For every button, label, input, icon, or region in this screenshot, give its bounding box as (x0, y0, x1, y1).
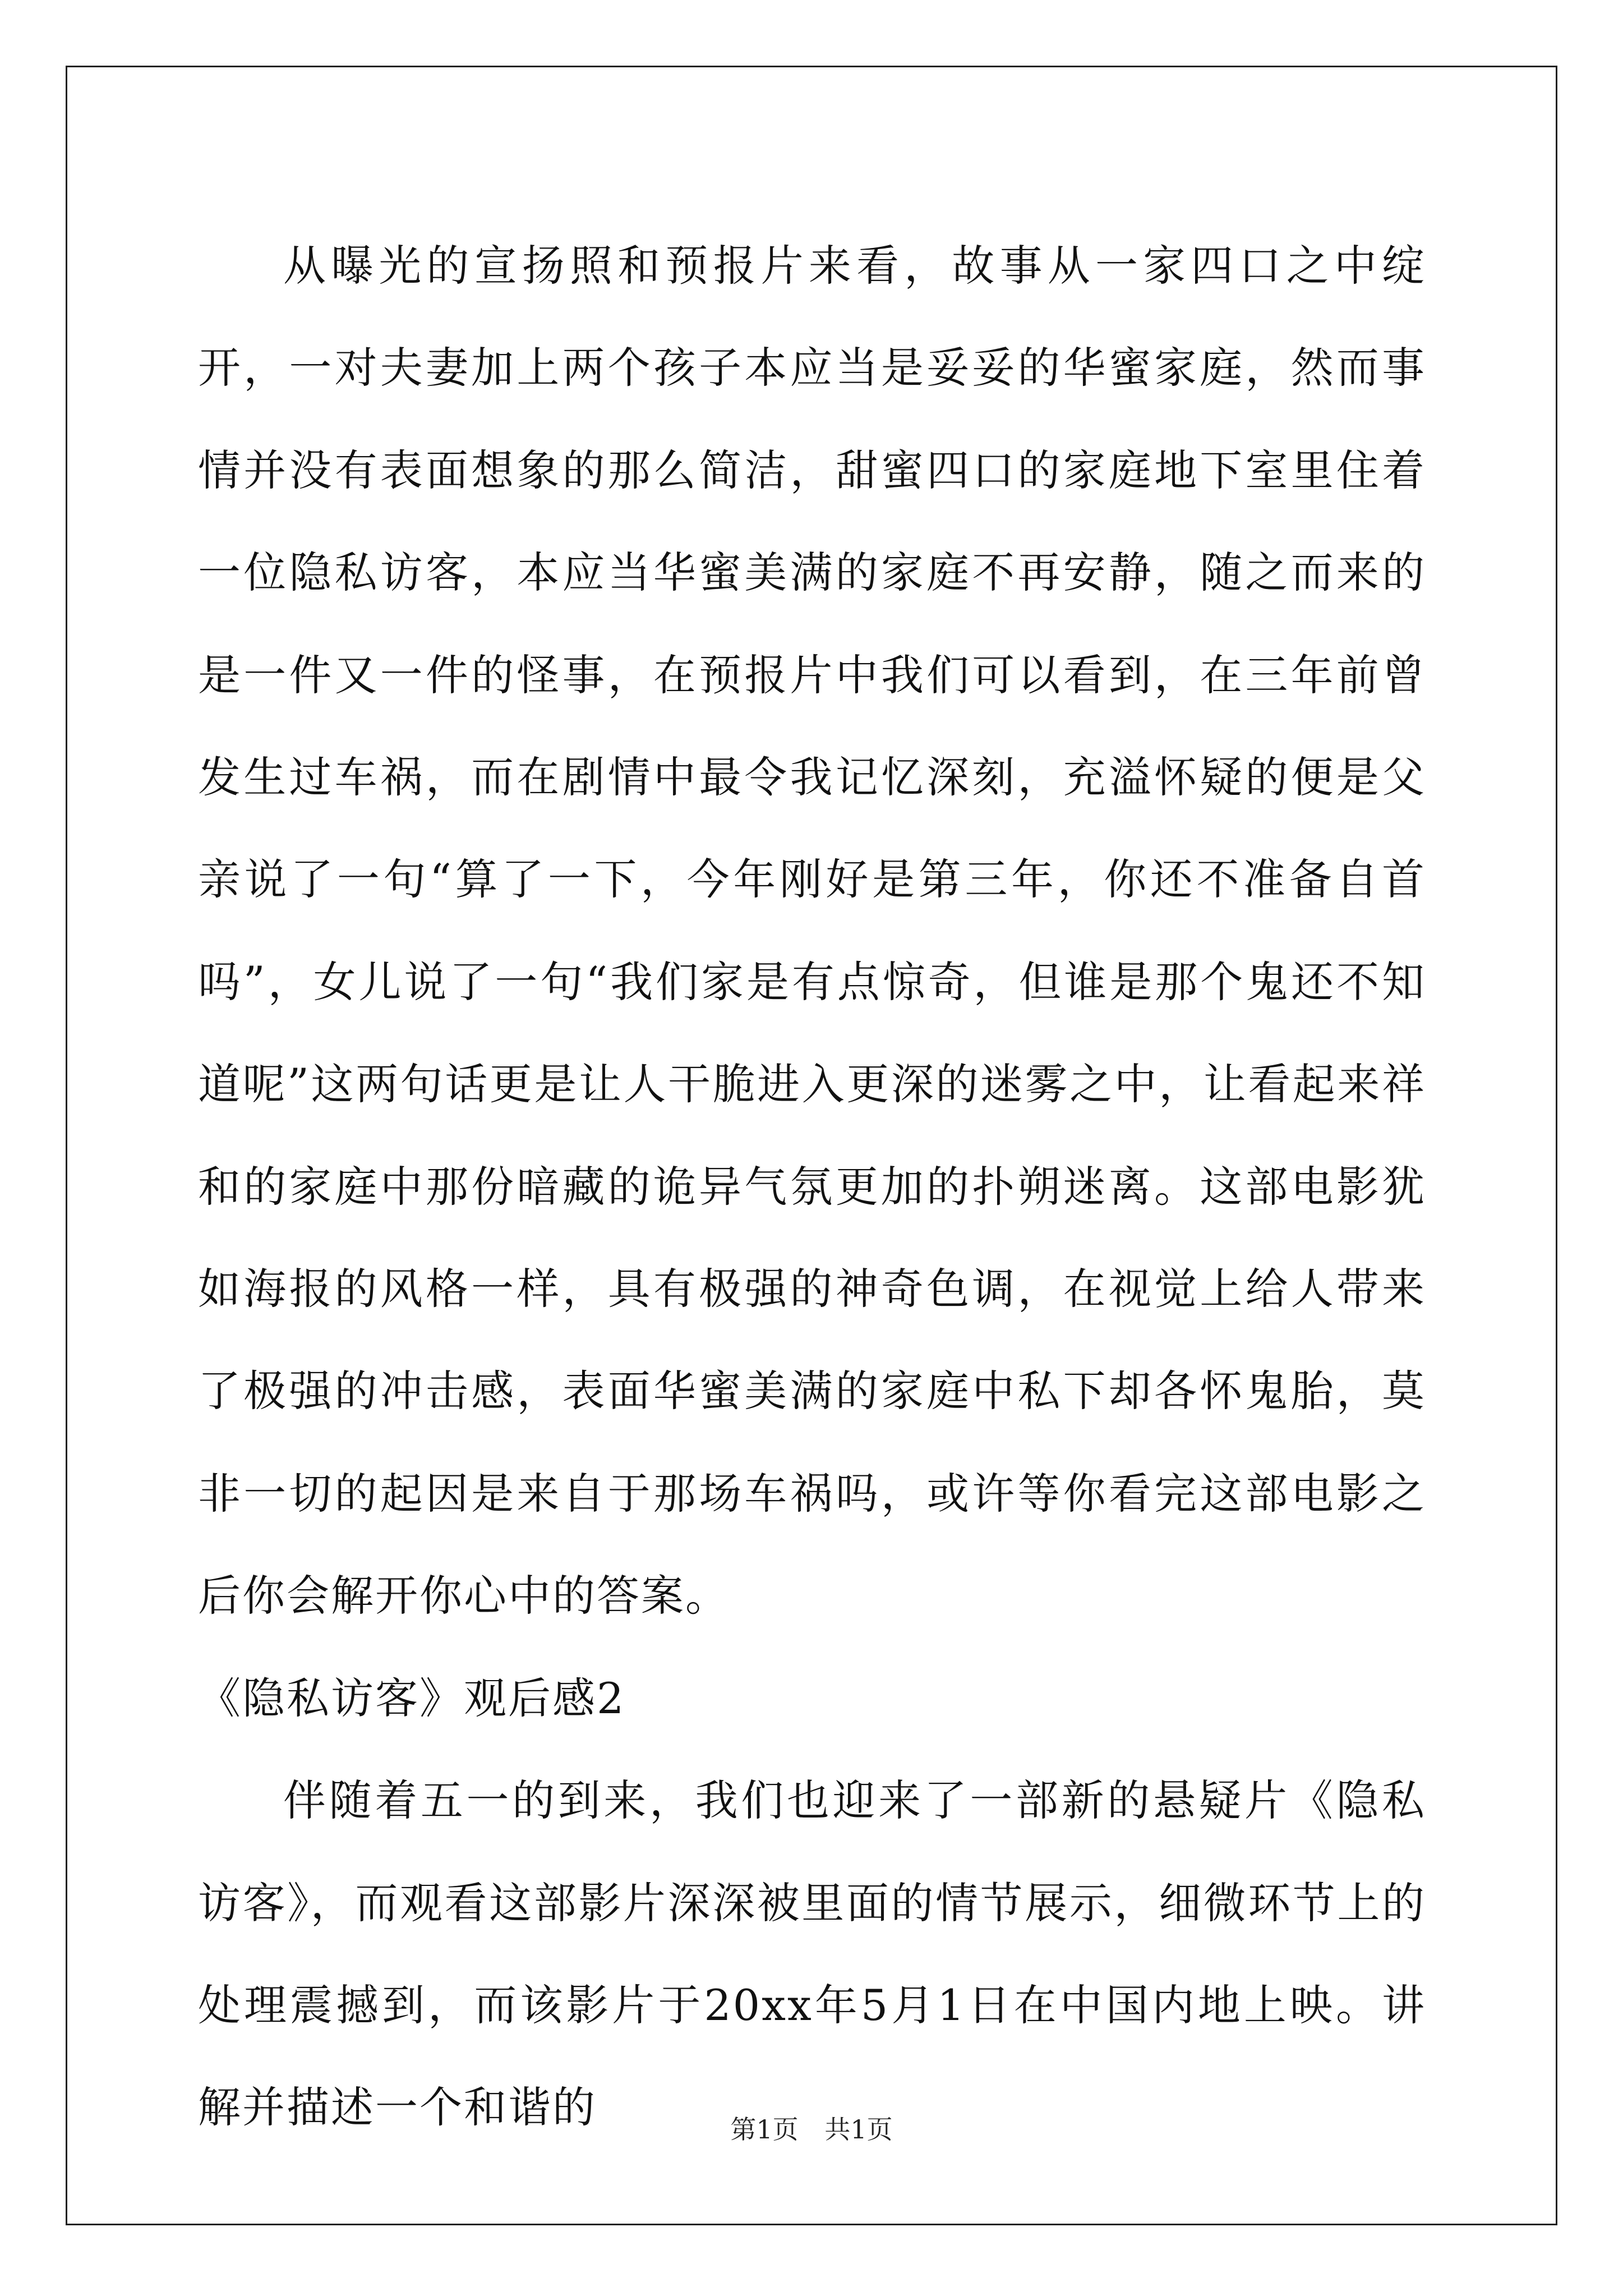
document-body (198, 215, 1426, 2159)
page-number: 第1页 (730, 2114, 799, 2145)
section-heading: 《隐私访客》观后感2 (198, 1673, 626, 1723)
paragraph-2: 伴随着五一的到来，我们也迎来了一部新的悬疑片《隐私访客》，而观看这部影片深深被里面的情节展示，细微环节上的处理震撼到，而该影片于20xx年5月1日在中国内地上映。讲解并描述一个和谐的 (198, 1775, 1426, 2133)
page-footer (0, 2109, 1623, 2146)
page-total: 共1页 (824, 2114, 893, 2145)
paragraph-1: 从曝光的宣扬照和预报片来看，故事从一家四口之中绽开，一对夫妻加上两个孩子本应当是妥妥的华蜜家庭，然而事情并没有表面想象的那么简洁，甜蜜四口的家庭地下室里住着一位隐私访客，本应当华蜜美满的家庭不再安静，随之而来的是一件又一件的怪事，在预报片中我们可以看到，在三年前曾发生过车祸，而在剧情中最令我记忆深刻，充溢怀疑的便是父亲说了一句“算了一下，今年刚好是第三年，你还不准备自首吗”，女儿说了一句“我们家是有点惊奇，但谁是那个鬼还不知道呢”这两句话更是让人干脆进入更深的迷雾之中，让看起来祥和的家庭中那份暗藏的诡异气氛更加的扑朔迷离。这部电影犹如海报的风格一样，具有极强的神奇色调，在视觉上给人带来了极强的冲击感，表面华蜜美满的家庭中私下却各怀鬼胎，莫非一切的起因是来自于那场车祸吗，或许等你看完这部电影之后你会解开你心中的答案。 (198, 241, 1426, 1621)
